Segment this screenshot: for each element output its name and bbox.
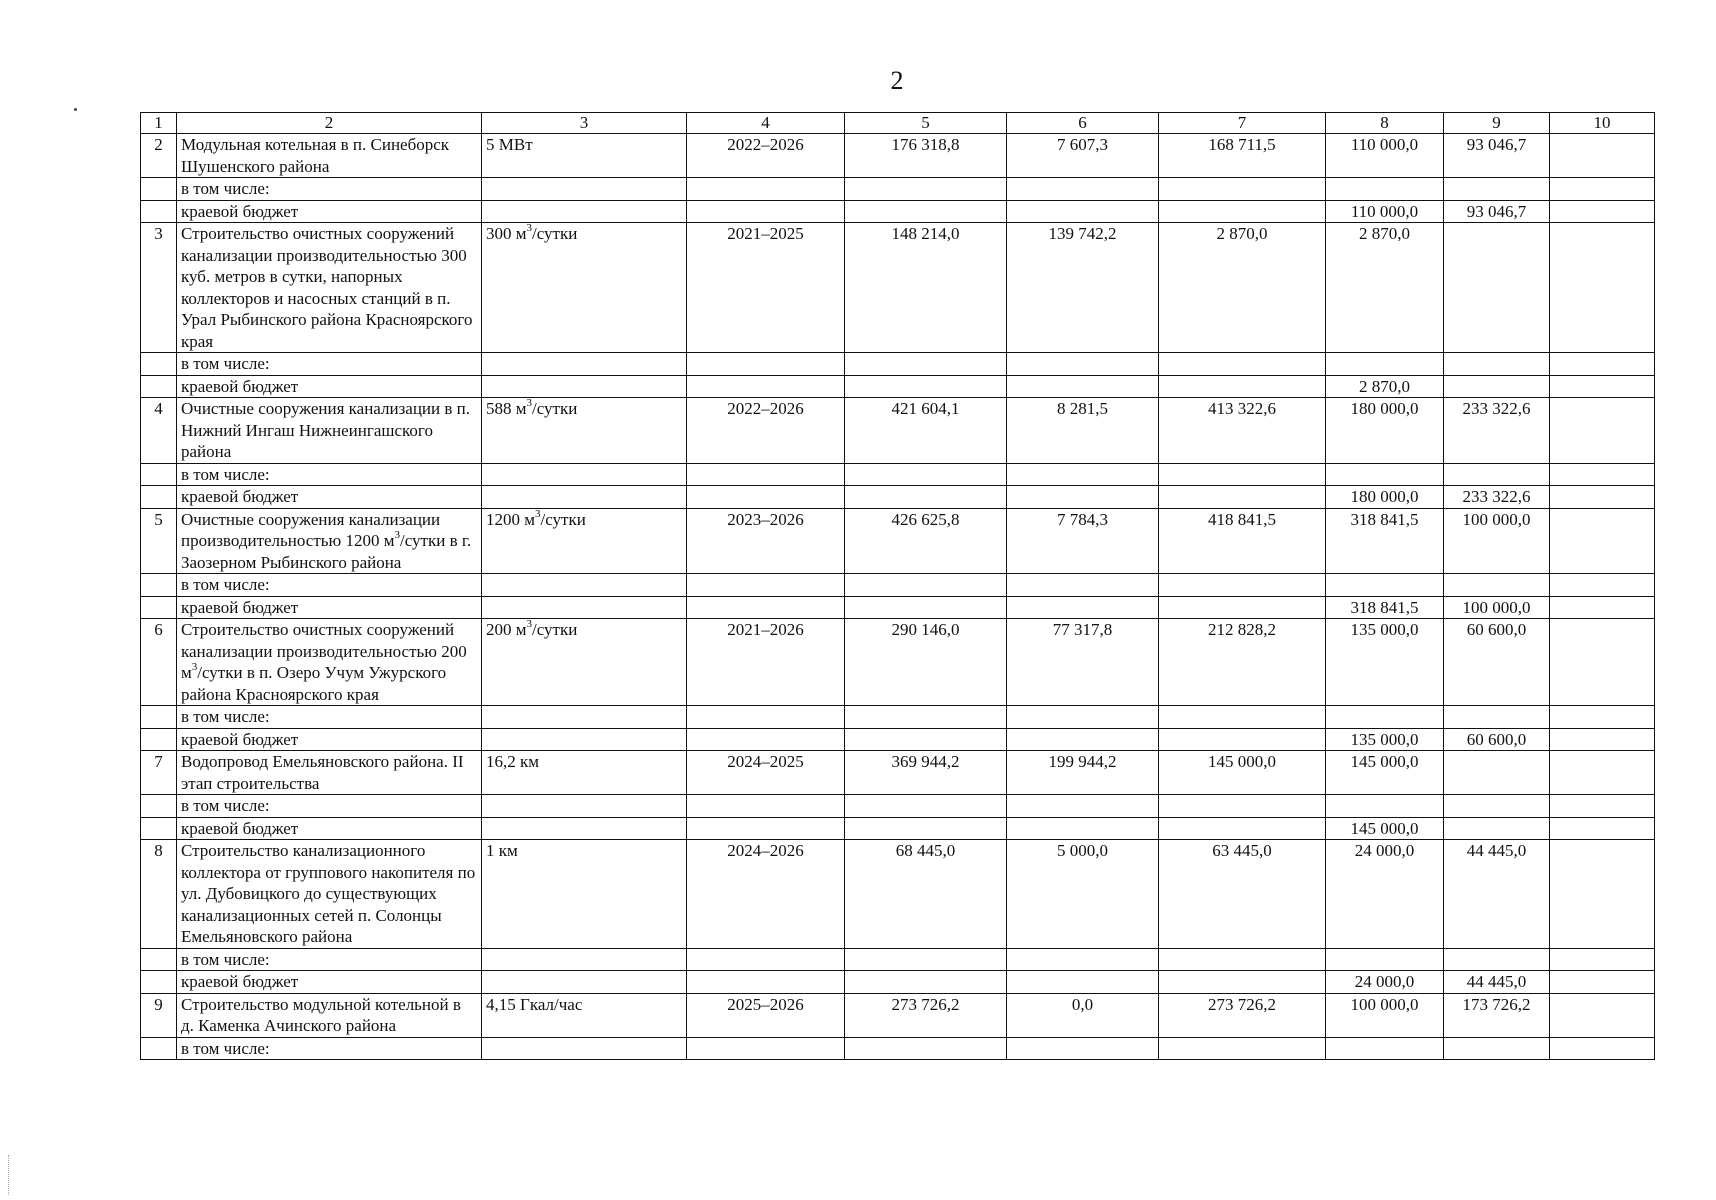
- amount-c8: 100 000,0: [1326, 993, 1444, 1037]
- budget-label: краевой бюджет: [177, 728, 482, 751]
- amount-c8: 145 000,0: [1326, 751, 1444, 795]
- capacity-value: 5 МВт: [486, 135, 533, 154]
- empty-cell: [687, 375, 845, 398]
- budget-amount-c9: 100 000,0: [1444, 596, 1550, 619]
- superscript-3: 3: [526, 618, 533, 631]
- budget-row: [141, 375, 1655, 398]
- capacity-unit: /сутки: [540, 509, 586, 529]
- empty-cell: [482, 971, 687, 994]
- empty-cell: [1444, 1037, 1550, 1060]
- amount-c7: 145 000,0: [1159, 751, 1326, 795]
- empty-cell: [1326, 574, 1444, 597]
- empty-cell: [1550, 574, 1655, 597]
- column-header: 2: [177, 113, 482, 134]
- empty-cell: [1159, 200, 1326, 223]
- empty-cell: [1159, 948, 1326, 971]
- budget-label: краевой бюджет: [177, 817, 482, 840]
- amount-c5: 421 604,1: [845, 398, 1007, 464]
- row-number: 7: [141, 751, 177, 795]
- empty-cell: [1159, 178, 1326, 201]
- amount-c5: 176 318,8: [845, 134, 1007, 178]
- empty-cell: [1444, 463, 1550, 486]
- capacity: [482, 993, 687, 1037]
- amount-c8: 2 870,0: [1326, 223, 1444, 353]
- amount-c7: 413 322,6: [1159, 398, 1326, 464]
- page-number: 2: [890, 66, 904, 95]
- period: 2021–2026: [687, 619, 845, 706]
- empty-cell: [687, 596, 845, 619]
- table-row: [141, 840, 1655, 949]
- capacity: [482, 751, 687, 795]
- empty-cell: [845, 817, 1007, 840]
- empty-cell: [845, 728, 1007, 751]
- amount-c6: 7 784,3: [1007, 508, 1159, 574]
- budget-label: краевой бюджет: [177, 971, 482, 994]
- column-header: 9: [1444, 113, 1550, 134]
- including-label: в том числе:: [177, 706, 482, 729]
- row-number: 5: [141, 508, 177, 574]
- budget-row: [141, 728, 1655, 751]
- including-label: в том числе:: [177, 353, 482, 376]
- amount-c5: 273 726,2: [845, 993, 1007, 1037]
- amount-c9: 93 046,7: [1444, 134, 1550, 178]
- amount-c5: 426 625,8: [845, 508, 1007, 574]
- subtotal-label-row: [141, 1037, 1655, 1060]
- empty-cell: [1159, 596, 1326, 619]
- budget-amount-c8: 135 000,0: [1326, 728, 1444, 751]
- empty-cell: [687, 200, 845, 223]
- superscript-3: 3: [191, 661, 198, 674]
- empty-cell: [1550, 463, 1655, 486]
- including-label: в том числе:: [177, 574, 482, 597]
- capacity-value: 588 м: [486, 399, 527, 418]
- row-number: 9: [141, 993, 177, 1037]
- amount-c8: 318 841,5: [1326, 508, 1444, 574]
- empty-cell: [1159, 486, 1326, 509]
- empty-cell: [1550, 728, 1655, 751]
- period: 2024–2026: [687, 840, 845, 949]
- empty-cell: [1007, 971, 1159, 994]
- empty-cell: [1444, 353, 1550, 376]
- empty-cell: [845, 463, 1007, 486]
- empty-cell: [1326, 178, 1444, 201]
- row-number: 3: [141, 223, 177, 353]
- amount-c10: [1550, 398, 1655, 464]
- empty-cell: [845, 596, 1007, 619]
- empty-cell: [1550, 200, 1655, 223]
- empty-cell: [1007, 353, 1159, 376]
- amount-c10: [1550, 134, 1655, 178]
- amount-c5: 68 445,0: [845, 840, 1007, 949]
- empty-cell: [1444, 178, 1550, 201]
- empty-cell: [845, 1037, 1007, 1060]
- empty-cell: [1007, 375, 1159, 398]
- empty-cell: [141, 353, 177, 376]
- amount-c6: 199 944,2: [1007, 751, 1159, 795]
- empty-cell: [1007, 486, 1159, 509]
- empty-cell: [141, 200, 177, 223]
- amount-c6: 7 607,3: [1007, 134, 1159, 178]
- empty-cell: [845, 486, 1007, 509]
- column-header: 6: [1007, 113, 1159, 134]
- table-row: [141, 508, 1655, 574]
- empty-cell: [1007, 728, 1159, 751]
- table-row: [141, 751, 1655, 795]
- empty-cell: [482, 200, 687, 223]
- empty-cell: [141, 375, 177, 398]
- superscript-3: 3: [394, 529, 400, 542]
- amount-c5: 290 146,0: [845, 619, 1007, 706]
- column-header: 5: [845, 113, 1007, 134]
- object-name-part: /сутки в п. Озеро Учум Ужурского района Красноярского края: [181, 663, 447, 704]
- empty-cell: [845, 948, 1007, 971]
- amount-c9: 44 445,0: [1444, 840, 1550, 949]
- including-label: в том числе:: [177, 463, 482, 486]
- column-header: 4: [687, 113, 845, 134]
- amount-c6: 0,0: [1007, 993, 1159, 1037]
- empty-cell: [482, 706, 687, 729]
- capacity: [482, 508, 687, 574]
- including-label: в том числе:: [177, 178, 482, 201]
- empty-cell: [1444, 948, 1550, 971]
- column-numbers-row: [141, 113, 1655, 134]
- empty-cell: [1007, 463, 1159, 486]
- amount-c7: 212 828,2: [1159, 619, 1326, 706]
- row-number: 2: [141, 134, 177, 178]
- empty-cell: [1326, 948, 1444, 971]
- empty-cell: [687, 948, 845, 971]
- empty-cell: [482, 353, 687, 376]
- period: 2024–2025: [687, 751, 845, 795]
- superscript-3: 3: [526, 222, 533, 235]
- object-name: Строительство канализационного коллектора от группового накопителя по ул. Дубовицкого до существующих канализационных сетей п. Солонцы Емельяновского района: [177, 840, 482, 949]
- empty-cell: [482, 1037, 687, 1060]
- empty-cell: [1550, 948, 1655, 971]
- empty-cell: [845, 375, 1007, 398]
- including-label: в том числе:: [177, 1037, 482, 1060]
- amount-c7: 2 870,0: [1159, 223, 1326, 353]
- empty-cell: [1326, 1037, 1444, 1060]
- column-header: 3: [482, 113, 687, 134]
- object-name-part: /сутки в г. Заозерном Рыбинского района: [181, 531, 472, 572]
- empty-cell: [141, 971, 177, 994]
- budget-amount-c9: 60 600,0: [1444, 728, 1550, 751]
- subtotal-label-row: [141, 795, 1655, 818]
- object-name: [177, 619, 482, 706]
- empty-cell: [1159, 1037, 1326, 1060]
- investment-table: [140, 112, 1655, 1060]
- empty-cell: [1159, 728, 1326, 751]
- object-name: Строительство модульной котельной в д. Каменка Ачинского района: [177, 993, 482, 1037]
- empty-cell: [482, 463, 687, 486]
- budget-amount-c8: 180 000,0: [1326, 486, 1444, 509]
- budget-amount-c9: [1444, 817, 1550, 840]
- amount-c7: 168 711,5: [1159, 134, 1326, 178]
- empty-cell: [1007, 817, 1159, 840]
- budget-amount-c8: 110 000,0: [1326, 200, 1444, 223]
- empty-cell: [1007, 574, 1159, 597]
- empty-cell: [482, 795, 687, 818]
- capacity-unit: /сутки: [532, 399, 578, 418]
- budget-amount-c8: 145 000,0: [1326, 817, 1444, 840]
- including-label: в том числе:: [177, 948, 482, 971]
- subtotal-label-row: [141, 948, 1655, 971]
- empty-cell: [1007, 706, 1159, 729]
- empty-cell: [1444, 795, 1550, 818]
- budget-row: [141, 817, 1655, 840]
- empty-cell: [482, 574, 687, 597]
- empty-cell: [1550, 1037, 1655, 1060]
- amount-c9: [1444, 751, 1550, 795]
- budget-amount-c9: 93 046,7: [1444, 200, 1550, 223]
- empty-cell: [1444, 706, 1550, 729]
- amount-c9: 233 322,6: [1444, 398, 1550, 464]
- amount-c9: 100 000,0: [1444, 508, 1550, 574]
- scan-edge-mark: [8, 1155, 10, 1195]
- amount-c10: [1550, 619, 1655, 706]
- row-number: 8: [141, 840, 177, 949]
- empty-cell: [141, 706, 177, 729]
- empty-cell: [687, 817, 845, 840]
- empty-cell: [845, 795, 1007, 818]
- empty-cell: [1550, 596, 1655, 619]
- period: 2023–2026: [687, 508, 845, 574]
- empty-cell: [1159, 706, 1326, 729]
- empty-cell: [1550, 971, 1655, 994]
- amount-c9: 60 600,0: [1444, 619, 1550, 706]
- period: 2022–2026: [687, 398, 845, 464]
- capacity: [482, 619, 687, 706]
- object-name-part: Строительство очистных сооружений канализации производительностью 200 м: [181, 620, 467, 682]
- empty-cell: [1007, 200, 1159, 223]
- empty-cell: [845, 200, 1007, 223]
- table-row: [141, 398, 1655, 464]
- object-name: [177, 508, 482, 574]
- empty-cell: [141, 178, 177, 201]
- budget-amount-c9: 233 322,6: [1444, 486, 1550, 509]
- empty-cell: [141, 486, 177, 509]
- subtotal-label-row: [141, 178, 1655, 201]
- object-name: Модульная котельная в п. Синеборск Шушенского района: [177, 134, 482, 178]
- capacity-value: 16,2 км: [486, 752, 540, 771]
- capacity: [482, 840, 687, 949]
- empty-cell: [482, 486, 687, 509]
- empty-cell: [845, 971, 1007, 994]
- capacity: [482, 134, 687, 178]
- empty-cell: [1007, 948, 1159, 971]
- amount-c7: 273 726,2: [1159, 993, 1326, 1037]
- table-row: [141, 134, 1655, 178]
- empty-cell: [1326, 463, 1444, 486]
- superscript-3: 3: [535, 508, 541, 520]
- period: 2022–2026: [687, 134, 845, 178]
- capacity-value: 4,15 Гкал/час: [486, 994, 583, 1014]
- capacity-unit: /сутки: [532, 224, 578, 243]
- capacity: [482, 223, 687, 353]
- budget-row: [141, 200, 1655, 223]
- capacity-value: 300 м: [486, 224, 527, 243]
- empty-cell: [141, 463, 177, 486]
- budget-row: [141, 596, 1655, 619]
- amount-c9: [1444, 223, 1550, 353]
- column-header: 10: [1550, 113, 1655, 134]
- empty-cell: [687, 971, 845, 994]
- empty-cell: [141, 948, 177, 971]
- empty-cell: [687, 353, 845, 376]
- budget-amount-c8: 2 870,0: [1326, 375, 1444, 398]
- object-name: Строительство очистных сооружений канализации производительностью 300 куб. метров в сутки, напорных коллекторов и насосных станций в п. Урал Рыбинского района Красноярского края: [177, 223, 482, 353]
- capacity-unit: /сутки: [532, 620, 578, 639]
- amount-c10: [1550, 840, 1655, 949]
- amount-c9: 173 726,2: [1444, 993, 1550, 1037]
- budget-row: [141, 486, 1655, 509]
- row-number: 4: [141, 398, 177, 464]
- object-name: Водопровод Емельяновского района. II этап строительства: [177, 751, 482, 795]
- empty-cell: [1326, 795, 1444, 818]
- budget-label: краевой бюджет: [177, 200, 482, 223]
- amount-c6: 8 281,5: [1007, 398, 1159, 464]
- amount-c6: 139 742,2: [1007, 223, 1159, 353]
- amount-c8: 24 000,0: [1326, 840, 1444, 949]
- empty-cell: [1159, 353, 1326, 376]
- empty-cell: [687, 574, 845, 597]
- empty-cell: [1550, 353, 1655, 376]
- scan-dot: [74, 108, 77, 111]
- superscript-3: 3: [526, 397, 533, 410]
- empty-cell: [1159, 795, 1326, 818]
- empty-cell: [1007, 1037, 1159, 1060]
- empty-cell: [845, 178, 1007, 201]
- subtotal-label-row: [141, 574, 1655, 597]
- including-label: в том числе:: [177, 795, 482, 818]
- amount-c5: 148 214,0: [845, 223, 1007, 353]
- capacity-value: 1200 м: [486, 509, 536, 529]
- empty-cell: [1444, 574, 1550, 597]
- capacity: [482, 398, 687, 464]
- subtotal-label-row: [141, 353, 1655, 376]
- empty-cell: [141, 1037, 177, 1060]
- empty-cell: [1007, 596, 1159, 619]
- budget-label: краевой бюджет: [177, 375, 482, 398]
- empty-cell: [1550, 375, 1655, 398]
- empty-cell: [1550, 178, 1655, 201]
- empty-cell: [1550, 486, 1655, 509]
- amount-c8: 110 000,0: [1326, 134, 1444, 178]
- budget-amount-c9: [1444, 375, 1550, 398]
- table-row: [141, 993, 1655, 1037]
- amount-c7: 63 445,0: [1159, 840, 1326, 949]
- empty-cell: [482, 375, 687, 398]
- empty-cell: [687, 178, 845, 201]
- empty-cell: [141, 817, 177, 840]
- empty-cell: [687, 463, 845, 486]
- empty-cell: [482, 728, 687, 751]
- empty-cell: [1007, 795, 1159, 818]
- period: 2025–2026: [687, 993, 845, 1037]
- amount-c10: [1550, 223, 1655, 353]
- empty-cell: [141, 728, 177, 751]
- empty-cell: [141, 574, 177, 597]
- amount-c8: 180 000,0: [1326, 398, 1444, 464]
- subtotal-label-row: [141, 463, 1655, 486]
- empty-cell: [1007, 178, 1159, 201]
- subtotal-label-row: [141, 706, 1655, 729]
- budget-amount-c8: 24 000,0: [1326, 971, 1444, 994]
- empty-cell: [482, 596, 687, 619]
- budget-label: краевой бюджет: [177, 486, 482, 509]
- empty-cell: [687, 706, 845, 729]
- empty-cell: [482, 817, 687, 840]
- empty-cell: [845, 706, 1007, 729]
- period: 2021–2025: [687, 223, 845, 353]
- empty-cell: [687, 795, 845, 818]
- table-row: [141, 619, 1655, 706]
- budget-amount-c8: 318 841,5: [1326, 596, 1444, 619]
- empty-cell: [687, 728, 845, 751]
- amount-c6: 5 000,0: [1007, 840, 1159, 949]
- empty-cell: [687, 486, 845, 509]
- empty-cell: [1159, 574, 1326, 597]
- column-header: 7: [1159, 113, 1326, 134]
- empty-cell: [1159, 971, 1326, 994]
- empty-cell: [482, 948, 687, 971]
- empty-cell: [845, 353, 1007, 376]
- capacity-value: 1 км: [486, 841, 518, 860]
- empty-cell: [141, 596, 177, 619]
- empty-cell: [1326, 706, 1444, 729]
- object-name-part: Очистные сооружения канализации производительностью 1200 м: [181, 509, 441, 550]
- row-number: 6: [141, 619, 177, 706]
- empty-cell: [1550, 817, 1655, 840]
- object-name: Очистные сооружения канализации в п. Нижний Ингаш Нижнеингашского района: [177, 398, 482, 464]
- capacity-value: 200 м: [486, 620, 527, 639]
- budget-label: краевой бюджет: [177, 596, 482, 619]
- empty-cell: [482, 178, 687, 201]
- empty-cell: [687, 1037, 845, 1060]
- budget-row: [141, 971, 1655, 994]
- empty-cell: [1550, 706, 1655, 729]
- amount-c10: [1550, 993, 1655, 1037]
- amount-c10: [1550, 751, 1655, 795]
- empty-cell: [1326, 353, 1444, 376]
- amount-c8: 135 000,0: [1326, 619, 1444, 706]
- amount-c10: [1550, 508, 1655, 574]
- amount-c5: 369 944,2: [845, 751, 1007, 795]
- amount-c7: 418 841,5: [1159, 508, 1326, 574]
- empty-cell: [1159, 375, 1326, 398]
- empty-cell: [141, 795, 177, 818]
- budget-amount-c9: 44 445,0: [1444, 971, 1550, 994]
- empty-cell: [845, 574, 1007, 597]
- table-row: [141, 223, 1655, 353]
- empty-cell: [1159, 463, 1326, 486]
- column-header: 8: [1326, 113, 1444, 134]
- empty-cell: [1550, 795, 1655, 818]
- empty-cell: [1159, 817, 1326, 840]
- amount-c6: 77 317,8: [1007, 619, 1159, 706]
- column-header: 1: [141, 113, 177, 134]
